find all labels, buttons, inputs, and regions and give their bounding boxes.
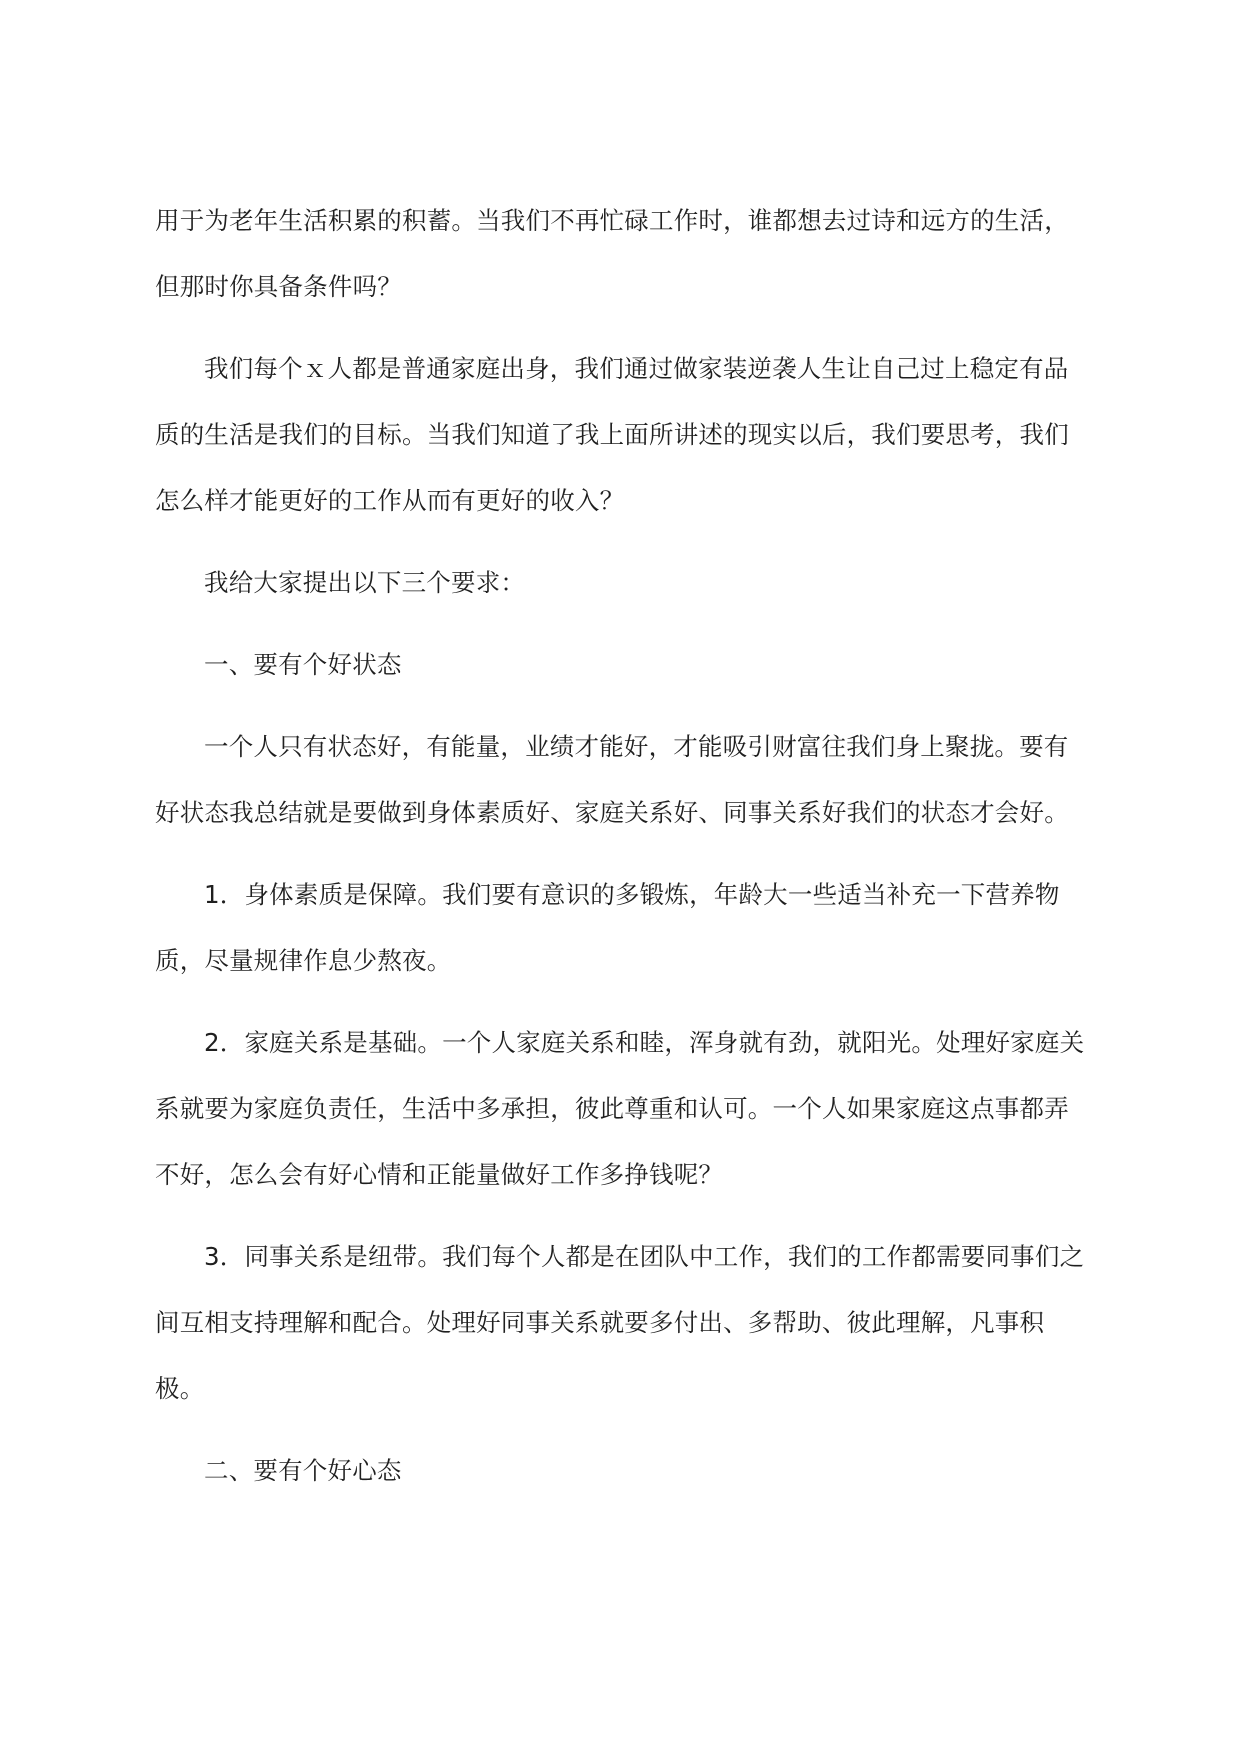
list-item-1: 1．身体素质是保障。我们要有意识的多锻炼，年龄大一些适当补充一下营养物质，尽量规律作息少熬夜。 xyxy=(155,880,1060,975)
paragraph-background: 我们每个ｘ人都是普通家庭出身，我们通过做家装逆袭人生让自己过上稳定有品质的生活是我们的目标。当我们知道了我上面所讲述的现实以后，我们要思考，我们怎么样才能更好的工作从而有更好的收入？ xyxy=(155,354,1069,515)
list-item-2: 2．家庭关系是基础。一个人家庭关系和睦，浑身就有劲，就阳光。处理好家庭关系就要为家庭负责任，生活中多承担，彼此尊重和认可。一个人如果家庭这点事都弄不好，怎么会有好心情和正能量做好工作多挣钱呢？ xyxy=(155,1028,1085,1189)
section-heading-2: 二、要有个好心态 xyxy=(204,1456,402,1485)
list-item-3: 3．同事关系是纽带。我们每个人都是在团队中工作，我们的工作都需要同事们之间互相支持理解和配合。处理好同事关系就要多付出、多帮助、彼此理解，凡事积极。 xyxy=(155,1242,1085,1403)
paragraph-state: 一个人只有状态好，有能量，业绩才能好，才能吸引财富往我们身上聚拢。要有好状态我总结就是要做到身体素质好、家庭关系好、同事关系好我们的状态才会好。 xyxy=(155,732,1069,827)
paragraph-requirements-intro: 我给大家提出以下三个要求： xyxy=(204,568,526,597)
section-heading-1: 一、要有个好状态 xyxy=(204,650,402,679)
paragraph-continuation: 用于为老年生活积累的积蓄。当我们不再忙碌工作时，谁都想去过诗和远方的生活，但那时你具备条件吗？ xyxy=(155,206,1069,301)
document-body xyxy=(155,188,1090,1520)
